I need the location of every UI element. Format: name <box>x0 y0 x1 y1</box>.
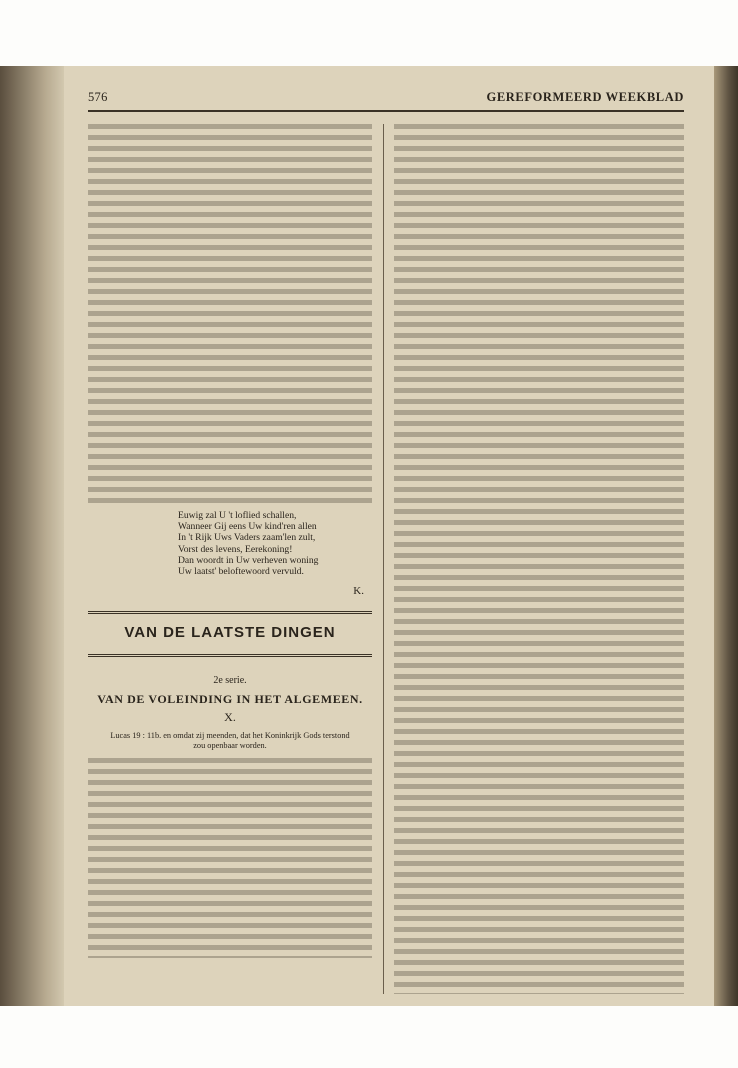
series-label: 2e serie. <box>213 675 247 687</box>
epigraph: Lucas 19 : 11b. en omdat zij meenden, dat het Koninkrijk Gods terstond zou openbaar worden. <box>110 731 350 750</box>
poem-line: Uw laatst' beloftewoord vervuld. <box>178 566 304 578</box>
column-divider <box>383 124 384 994</box>
bottom-margin <box>0 1006 738 1068</box>
scanned-page <box>0 66 738 1006</box>
journal-title: GEREFORMEERD WEEKBLAD <box>486 90 684 104</box>
running-header <box>88 88 684 106</box>
body-text-top <box>88 124 372 504</box>
signature: K. <box>353 585 364 598</box>
poem-line: Euwig zal U 't loflied schallen, <box>178 510 297 521</box>
right-column <box>394 124 684 994</box>
poem-line: Dan woordt in Uw verheven woning <box>178 554 319 566</box>
text-lines-placeholder <box>394 124 684 994</box>
poem-line: In 't Rijk Uws Vaders zaam'len zult, <box>178 532 316 544</box>
body-text-bottom <box>88 758 372 958</box>
section-banner <box>88 611 372 657</box>
page-edge-shadow <box>0 66 64 1006</box>
text-lines-placeholder <box>88 124 372 504</box>
top-margin <box>0 0 738 66</box>
poem-line: Wanneer Gij eens Uw kind'ren allen <box>178 521 317 533</box>
page-number: 576 <box>88 90 108 104</box>
poem-line: Vorst des levens, Eerekoning! <box>178 543 293 555</box>
book-binding <box>714 66 738 1006</box>
left-column <box>88 124 372 958</box>
header-rule <box>88 110 684 112</box>
section-title: VAN DE LAATSTE DINGEN <box>124 624 336 642</box>
chapter-number: X. <box>224 710 236 725</box>
article-subtitle: VAN DE VOLEINDING IN HET ALGEMEEN. <box>97 692 363 707</box>
poem <box>178 510 372 577</box>
body-text-right <box>394 124 684 994</box>
text-lines-placeholder <box>88 758 372 958</box>
